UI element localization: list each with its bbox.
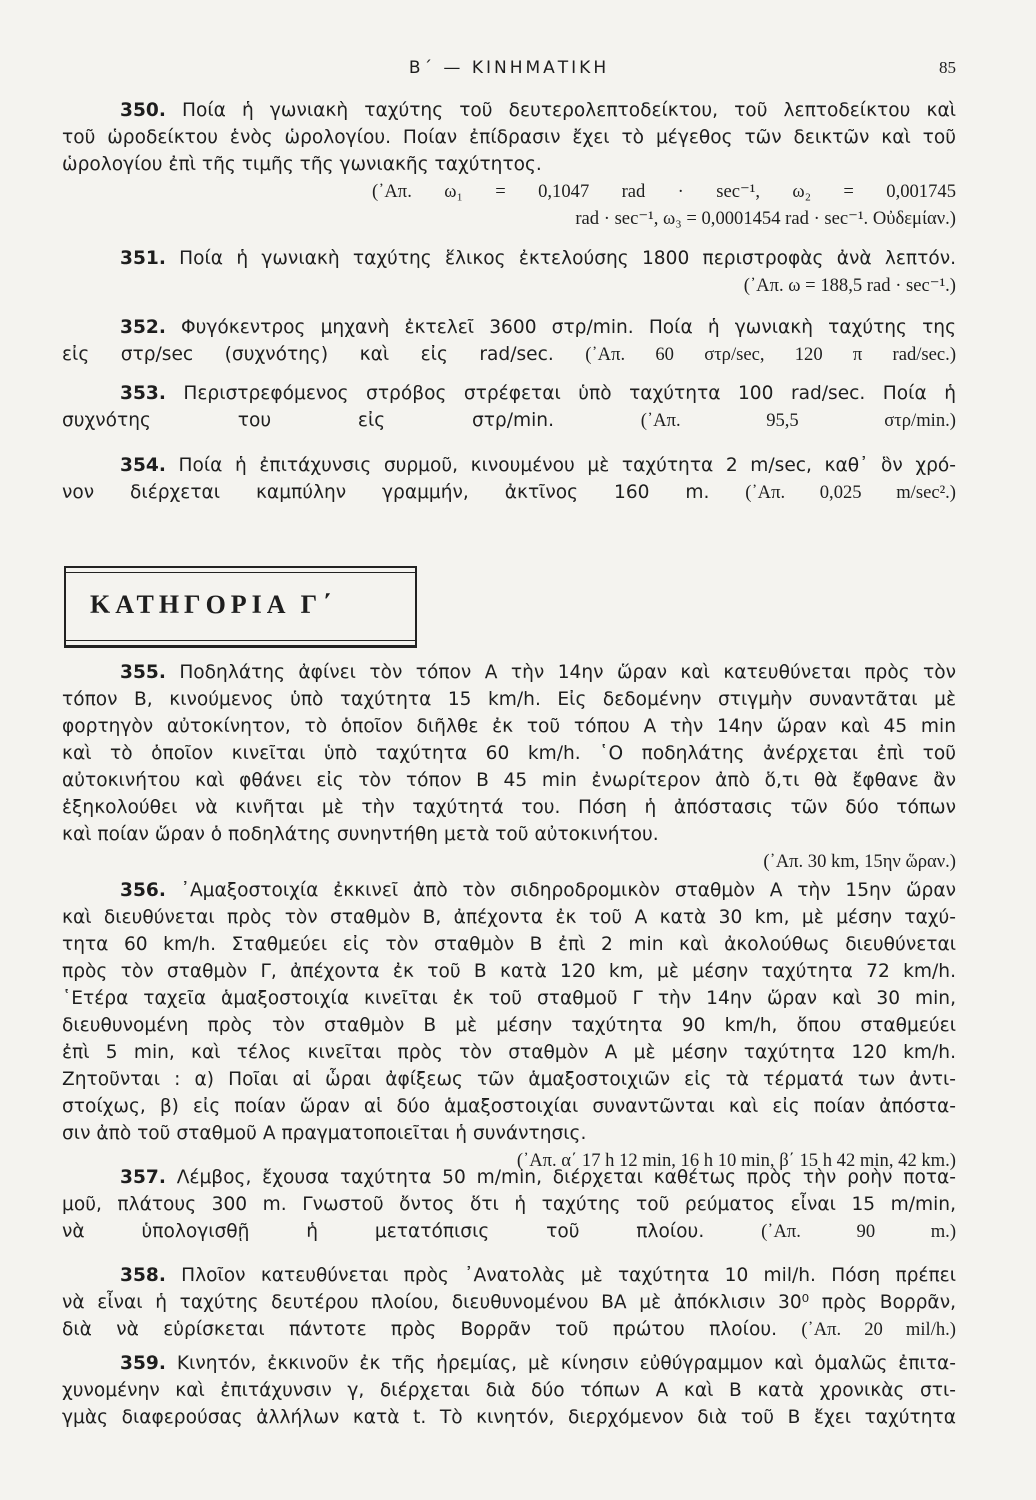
problem-answer: (᾿Απ. ω₁ = 0,1047 rad · sec⁻¹, ω₂ = 0,001745 <box>372 181 956 202</box>
problem-357 <box>62 1164 956 1245</box>
problem-text: τητα 60 km/h. Σταθμεύει εἰς τὸν σταθμὸν Β ἐπὶ 2 min καὶ ἀκολούθως διευθύνεται <box>62 934 956 955</box>
problem-355 <box>62 659 956 875</box>
problem-351 <box>62 245 956 299</box>
problem-number: 351. <box>120 248 166 269</box>
problem-text: Ζητοῦνται : α) Ποῖαι αἱ ὧραι ἀφίξεως τῶν ἁμαξοστοιχιῶν εἰς τὰ τέρματά των ἀντι- <box>62 1069 956 1090</box>
problem-358 <box>62 1262 956 1343</box>
problem-text: τοῦ ὡροδείκτου ἑνὸς ὡρολογίου. Ποίαν ἐπίδρασιν ἔχει τὸ μέγεθος τῶν δεικτῶν καὶ τοῦ <box>62 127 956 148</box>
problem-text: ἐπὶ 5 min, καὶ τέλος κινεῖται πρὸς τὸν σταθμὸν Α μὲ μέσην ταχύτητα 120 km/h. <box>62 1042 956 1063</box>
problem-text: Ποία ἡ ἐπιτάχυνσις συρμοῦ, κινουμένου μὲ ταχύτητα 2 m/sec, καθ᾿ ὃν χρό- <box>165 455 956 476</box>
running-head: Β΄ — ΚΙΝΗΜΑΤΙΚΗ <box>408 58 610 78</box>
problem-text: τόπον Β, κινούμενος ὑπὸ ταχύτητα 15 km/h. Εἰς δεδομένην στιγμὴν συναντᾶται μὲ <box>62 689 956 710</box>
divider <box>66 640 415 641</box>
problem-text: καὶ τὸ ὁποῖον κινεῖται ὑπὸ ταχύτητα 60 km/h. ῾Ο ποδηλάτης ἀνέρχεται ἐπὶ τοῦ <box>62 743 956 764</box>
problem-number: 352. <box>120 317 166 338</box>
problem-text: Λέμβος, ἔχουσα ταχύτητα 50 m/min, διέρχεται καθέτως πρὸς τὴν ροὴν ποτα- <box>165 1167 956 1188</box>
problem-text: αὐτοκινήτου καὶ φθάνει εἰς τὸν τόπον Β 45 min ἐνωρίτερον ἀπὸ ὅ,τι θὰ ἔφθανε ἂν <box>62 770 956 791</box>
problem-359 <box>62 1350 956 1431</box>
problem-text: στοίχως, β) εἰς ποίαν ὥραν αἱ δύο ἁμαξοστοιχίαι συναντῶνται καὶ εἰς ποίαν ἀπόστα- <box>62 1096 956 1117</box>
category-heading-box <box>64 566 417 648</box>
problem-number: 358. <box>120 1265 166 1286</box>
problem-text: γμὰς διαφερούσας ἀλλήλων κατὰ t. Τὸ κινητόν, διερχόμενον διὰ τοῦ Β ἔχει ταχύτητα <box>62 1407 956 1428</box>
problem-text: νὰ ὑπολογισθῇ ἡ μετατόπισις τοῦ πλοίου. <box>62 1221 705 1242</box>
problem-text: ῾Ετέρα ταχεῖα ἁμαξοστοιχία κινεῖται ἐκ τοῦ σταθμοῦ Γ τὴν 14ην ὥραν καὶ 30 min, <box>62 988 956 1009</box>
problem-number: 354. <box>120 455 166 476</box>
problem-text: νον διέρχεται καμπύλην γραμμήν, ἀκτῖνος 160 m. <box>62 482 710 503</box>
problem-text: ᾿Αμαξοστοιχία ἐκκινεῖ ἀπὸ τὸν σιδηροδρομικὸν σταθμὸν Α τὴν 15ην ὥραν <box>165 880 956 901</box>
problem-text: διευθυνομένη πρὸς τὸν σταθμὸν Β μὲ μέσην ταχύτητα 90 km/h, ὅπου σταθμεύει <box>62 1015 956 1036</box>
problem-answer: (᾿Απ. 30 km, 15ην ὥραν.) <box>763 851 956 872</box>
problem-text: σιν ἀπὸ τοῦ σταθμοῦ Α πραγματοποιεῖται ἡ συνάντησις. <box>62 1123 587 1144</box>
problem-answer: (᾿Απ. 60 στρ/sec, 120 π rad/sec.) <box>585 344 956 365</box>
problem-356 <box>62 877 956 1174</box>
problem-text: Κινητόν, ἐκκινοῦν ἐκ τῆς ἠρεμίας, μὲ κίνησιν εὐθύγραμμον καὶ ὁμαλῶς ἐπιτα- <box>165 1353 956 1374</box>
divider <box>66 572 415 573</box>
problem-number: 357. <box>120 1167 166 1188</box>
problem-answer: (᾿Απ. 0,025 m/sec².) <box>745 482 956 503</box>
problem-text: πρὸς τὸν σταθμὸν Γ, ἀπέχοντα ἐκ τοῦ Β κατὰ 120 km, μὲ μέσην ταχύτητα 72 km/h. <box>62 961 956 982</box>
problem-text: Ποδηλάτης ἀφίνει τὸν τόπον Α τὴν 14ην ὥραν καὶ κατευθύνεται πρὸς τὸν <box>165 662 956 683</box>
problem-text: εἰς στρ/sec (συχνότης) καὶ εἰς rad/sec. <box>62 344 554 365</box>
page-header <box>62 58 956 86</box>
problem-answer: (᾿Απ. ω = 188,5 rad · sec⁻¹.) <box>743 275 956 296</box>
problem-text: Πλοῖον κατευθύνεται πρὸς ᾿Ανατολὰς μὲ ταχύτητα 10 mil/h. Πόση πρέπει <box>165 1265 956 1286</box>
category-title: ΚΑΤΗΓΟΡΙΑ Γ΄ <box>90 590 336 619</box>
problem-number: 359. <box>120 1353 166 1374</box>
problem-350 <box>62 97 956 232</box>
problem-text: ἐξηκολούθει νὰ κινῆται μὲ τὴν ταχύτητά του. Πόση ἡ ἀπόστασις τῶν δύο τόπων <box>62 797 956 818</box>
problem-answer: rad · sec⁻¹, ω₃ = 0,0001454 rad · sec⁻¹. Οὐδεμίαν.) <box>575 208 956 229</box>
problem-answer: (᾿Απ. α΄ 17 h 12 min, 16 h 10 min, β΄ 15 h 42 min, 42 km.) <box>516 1150 956 1171</box>
problem-number: 356. <box>120 880 166 901</box>
problem-354 <box>62 452 956 506</box>
problem-352 <box>62 314 956 368</box>
problem-answer: (᾿Απ. 90 m.) <box>761 1221 956 1242</box>
problem-answer: (᾿Απ. 20 mil/h.) <box>801 1319 956 1340</box>
problem-number: 355. <box>120 662 166 683</box>
problem-353 <box>62 380 956 434</box>
problem-text: Περιστρεφόμενος στρόβος στρέφεται ὑπὸ ταχύτητα 100 rad/sec. Ποία ἡ <box>165 383 956 404</box>
problem-text: νὰ εἶναι ἡ ταχύτης δευτέρου πλοίου, διευθυνομένου ΒΑ μὲ ἀπόκλισιν 30⁰ πρὸς Βορρᾶν, <box>62 1292 956 1313</box>
problem-text: ὡρολογίου ἐπὶ τῆς τιμῆς τῆς γωνιακῆς ταχύτητος. <box>62 154 542 175</box>
problem-text: καὶ ποίαν ὥραν ὁ ποδηλάτης συνηντήθη μετὰ τοῦ αὐτοκινήτου. <box>62 824 659 845</box>
problem-text: Φυγόκεντρος μηχανὴ ἐκτελεῖ 3600 στρ/min. Ποία ἡ γωνιακὴ ταχύτης της <box>165 317 956 338</box>
problem-number: 353. <box>120 383 166 404</box>
problem-text: χυνομένην καὶ ἐπιτάχυνσιν γ, διέρχεται διὰ δύο τόπων Α καὶ Β κατὰ χρονικὰς στι- <box>62 1380 956 1401</box>
problem-text: διὰ νὰ εὑρίσκεται πάντοτε πρὸς Βορρᾶν τοῦ πρώτου πλοίου. <box>62 1319 778 1340</box>
problem-text: καὶ διευθύνεται πρὸς τὸν σταθμὸν Β, ἀπέχοντα ἐκ τοῦ Α κατὰ 30 km, μὲ μέσην ταχύ- <box>62 907 956 928</box>
problem-text: Ποία ἡ γωνιακὴ ταχύτης τοῦ δευτερολεπτοδείκτου, τοῦ λεπτοδείκτου καὶ <box>165 100 956 121</box>
problem-answer: (᾿Απ. 95,5 στρ/min.) <box>640 410 956 431</box>
page-number: 85 <box>939 58 956 77</box>
problem-text: φορτηγὸν αὐτοκίνητον, τὸ ὁποῖον διῆλθε ἐκ τοῦ τόπου Α τὴν 14ην ὥραν καὶ 45 min <box>62 716 956 737</box>
problem-text: μοῦ, πλάτους 300 m. Γνωστοῦ ὄντος ὅτι ἡ ταχύτης τοῦ ρεύματος εἶναι 15 m/min, <box>62 1194 956 1215</box>
problem-text: Ποία ἡ γωνιακὴ ταχύτης ἕλικος ἐκτελούσης 1800 περιστροφὰς ἀνὰ λεπτόν. <box>165 248 956 269</box>
problem-number: 350. <box>120 100 166 121</box>
problem-text: συχνότης του εἰς στρ/min. <box>62 410 554 431</box>
